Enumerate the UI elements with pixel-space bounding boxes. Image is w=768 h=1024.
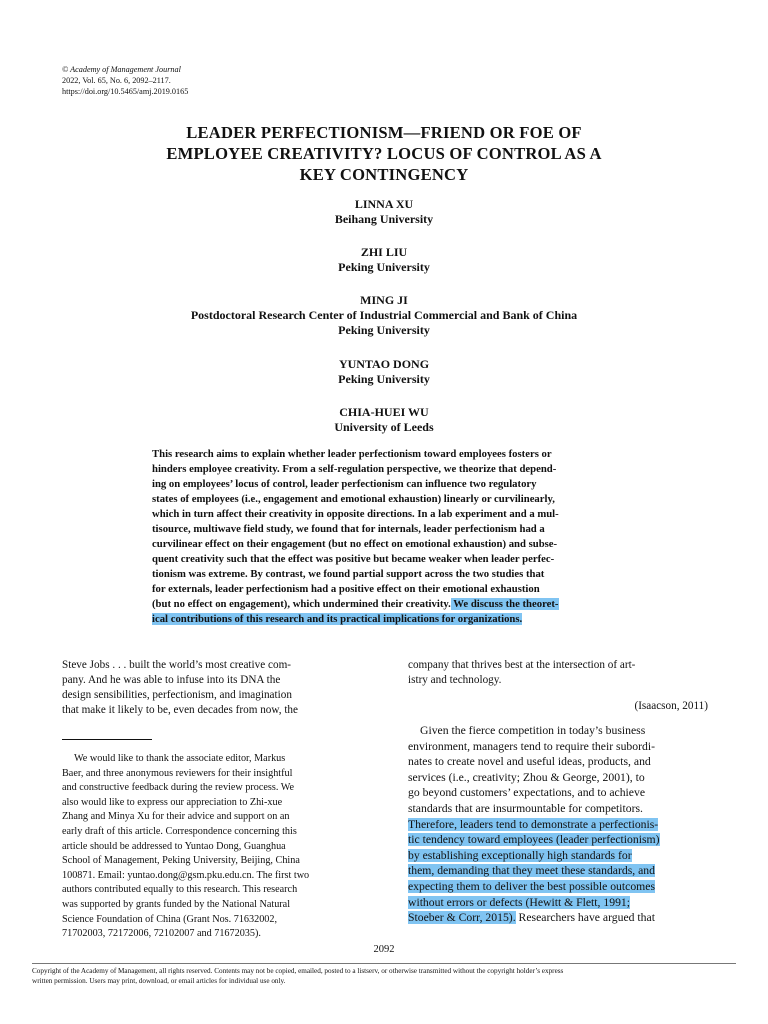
doi-link[interactable]: https://doi.org/10.5465/amj.2019.0165: [62, 87, 189, 96]
highlighted-text[interactable]: Stoeber & Corr, 2015).: [408, 911, 516, 925]
article-title: [100, 122, 668, 185]
abstract: [152, 447, 616, 627]
highlighted-text[interactable]: them, demanding that they meet these standards, and: [408, 864, 655, 878]
body-line: nates to create novel and useful ideas, products, and: [408, 755, 651, 769]
abstract-line: [152, 612, 616, 627]
highlighted-text[interactable]: Therefore, leaders tend to demonstrate a perfectionis-: [408, 817, 659, 831]
author-block: [60, 245, 708, 275]
footnote-line: article should be addressed to Yuntao Dong, Guanghua: [62, 840, 286, 852]
body-text-tail: Researchers have argued that: [515, 911, 655, 925]
abstract-line: [152, 597, 616, 612]
footnote-line: also would like to express our appreciation to Zhi-xue: [62, 796, 283, 808]
epigraph-line: that make it likely to be, even decades from now, the: [62, 704, 298, 716]
footnote-line: School of Management, Peking University, Beijing, China: [62, 855, 300, 867]
abstract-line: curvilinear effect on their engagement (but no effect on emotional exhaustion) and subse-: [152, 538, 558, 550]
abstract-line: states of employees (i.e., engagement and emotional exhaustion) linearly or curvilinearly,: [152, 493, 555, 505]
footnote-line: and constructive feedback during the review process. We: [62, 782, 295, 794]
highlighted-text[interactable]: by establishing exceptionally high standards for: [408, 848, 632, 862]
footnote-line: Science Foundation of China (Grant Nos. 71632002,: [62, 913, 278, 925]
copyright-notice: [32, 966, 736, 986]
epigraph-line: design sensibilities, perfectionism, and imagination: [62, 689, 292, 701]
abstract-text: (but no effect on engagement), which undermined their creativity.: [152, 598, 451, 610]
volume-info: 2022, Vol. 65, No. 6, 2092–2117.: [62, 76, 171, 85]
author-name: ZHI LIU: [360, 245, 408, 259]
body-line: [408, 910, 708, 926]
author-affiliation: Peking University: [338, 372, 430, 386]
body-line: [408, 817, 708, 833]
footnote-divider: [62, 739, 152, 740]
highlighted-text[interactable]: without errors or defects (Hewitt & Flett, 1991;: [408, 895, 631, 909]
abstract-line: ing on employees’ locus of control, leader perfectionism can influence two regulatory: [152, 478, 537, 490]
epigraph-line: pany. And he was able to infuse into its DNA the: [62, 674, 281, 686]
highlighted-text[interactable]: tic tendency toward employees (leader perfectionism): [408, 833, 660, 847]
author-block: [60, 197, 708, 227]
article-meta: [62, 64, 188, 97]
body-line: Given the fierce competition in today’s business: [420, 724, 646, 737]
title-line: EMPLOYEE CREATIVITY? LOCUS OF CONTROL AS A: [166, 144, 602, 163]
author-name: LINNA XU: [354, 197, 414, 211]
highlighted-text[interactable]: ical contributions of this research and its practical implications for organizations.: [152, 613, 523, 625]
abstract-line: for externals, leader perfectionism had a positive effect on their emotional exhaustion: [152, 583, 540, 595]
acknowledgment-footnote: [62, 752, 362, 942]
author-block: [60, 357, 708, 387]
body-line: environment, managers tend to require their subordi-: [408, 739, 655, 753]
footnote-line: Zhang and Minya Xu for their advice and support on an: [62, 811, 290, 823]
epigraph-line: Steve Jobs . . . built the world’s most creative com-: [62, 659, 291, 671]
highlighted-text[interactable]: We discuss the theoret-: [450, 598, 559, 610]
footnote-line: We would like to thank the associate editor, Markus: [74, 753, 286, 764]
epigraph-citation: (Isaacson, 2011): [634, 700, 708, 712]
footer-divider: [32, 963, 736, 964]
abstract-line: quent creativity such that the effect was positive but became weaker when leader perfec-: [152, 553, 555, 565]
body-line: services (i.e., creativity; Zhou & George, 2001), to: [408, 770, 645, 784]
body-line: [408, 863, 708, 879]
epigraph-right: [408, 658, 708, 688]
footnote-line: was supported by grants funded by the National Natural: [62, 898, 291, 910]
footnote-line: 100871. Email: yuntao.dong@gsm.pku.edu.cn. The first two: [62, 869, 310, 881]
author-name: YUNTAO DONG: [338, 357, 430, 371]
footnote-line: 71702003, 72172006, 72102007 and 71672035).: [62, 928, 261, 940]
body-line: [408, 895, 708, 911]
author-name: CHIA-HUEI WU: [339, 405, 429, 419]
epigraph-line: istry and technology.: [408, 674, 502, 686]
body-line: [408, 848, 708, 864]
body-line: [408, 879, 708, 895]
author-affiliation: Beihang University: [334, 212, 434, 226]
body-line: [408, 832, 708, 848]
journal-name: © Academy of Management Journal: [62, 65, 181, 74]
page-number: 2092: [373, 944, 395, 955]
author-affiliation: Peking University: [338, 323, 430, 337]
abstract-line: tisource, multiwave field study, we found that for internals, leader perfectionism had a: [152, 523, 545, 535]
body-line: standards that are insurmountable for competitors.: [408, 801, 643, 815]
author-affiliation: Postdoctoral Research Center of Industrial Commercial and Bank of China: [190, 308, 578, 322]
epigraph-left: [62, 658, 352, 718]
footnote-line: early draft of this article. Correspondence concerning this: [62, 825, 297, 837]
footnote-line: Baer, and three anonymous reviewers for their insightful: [62, 767, 293, 779]
abstract-line: which in turn affect their creativity in opposite directions. In a lab experiment and a mul-: [152, 508, 559, 520]
copyright-line: written permission. Users may print, download, or email articles for individual use only.: [32, 977, 286, 985]
abstract-line: This research aims to explain whether leader perfectionism toward employees fosters or: [152, 448, 552, 460]
author-affiliation: Peking University: [338, 260, 430, 274]
footnote-line: authors contributed equally to this research. This research: [62, 884, 298, 896]
abstract-line: tionism was extreme. By contrast, we found partial support across the two studies that: [152, 568, 545, 580]
author-affiliation: University of Leeds: [334, 420, 434, 434]
body-line: go beyond customers’ expectations, and to achieve: [408, 786, 646, 800]
title-line: KEY CONTINGENCY: [299, 165, 469, 184]
epigraph-line: company that thrives best at the intersection of art-: [408, 659, 636, 671]
author-name: MING JI: [360, 293, 408, 307]
author-block: [60, 293, 708, 338]
abstract-line: hinders employee creativity. From a self-regulation perspective, we theorize that depend-: [152, 463, 557, 475]
copyright-line: Copyright of the Academy of Management, all rights reserved. Contents may not be copied, emailed, posted to a listserv, or otherwise transmitted without the copyright holder’s express: [32, 967, 564, 975]
body-text: [408, 723, 708, 926]
author-block: [60, 405, 708, 435]
highlighted-text[interactable]: expecting them to deliver the best possible outcomes: [408, 879, 656, 893]
title-line: LEADER PERFECTIONISM—FRIEND OR FOE OF: [186, 123, 582, 142]
